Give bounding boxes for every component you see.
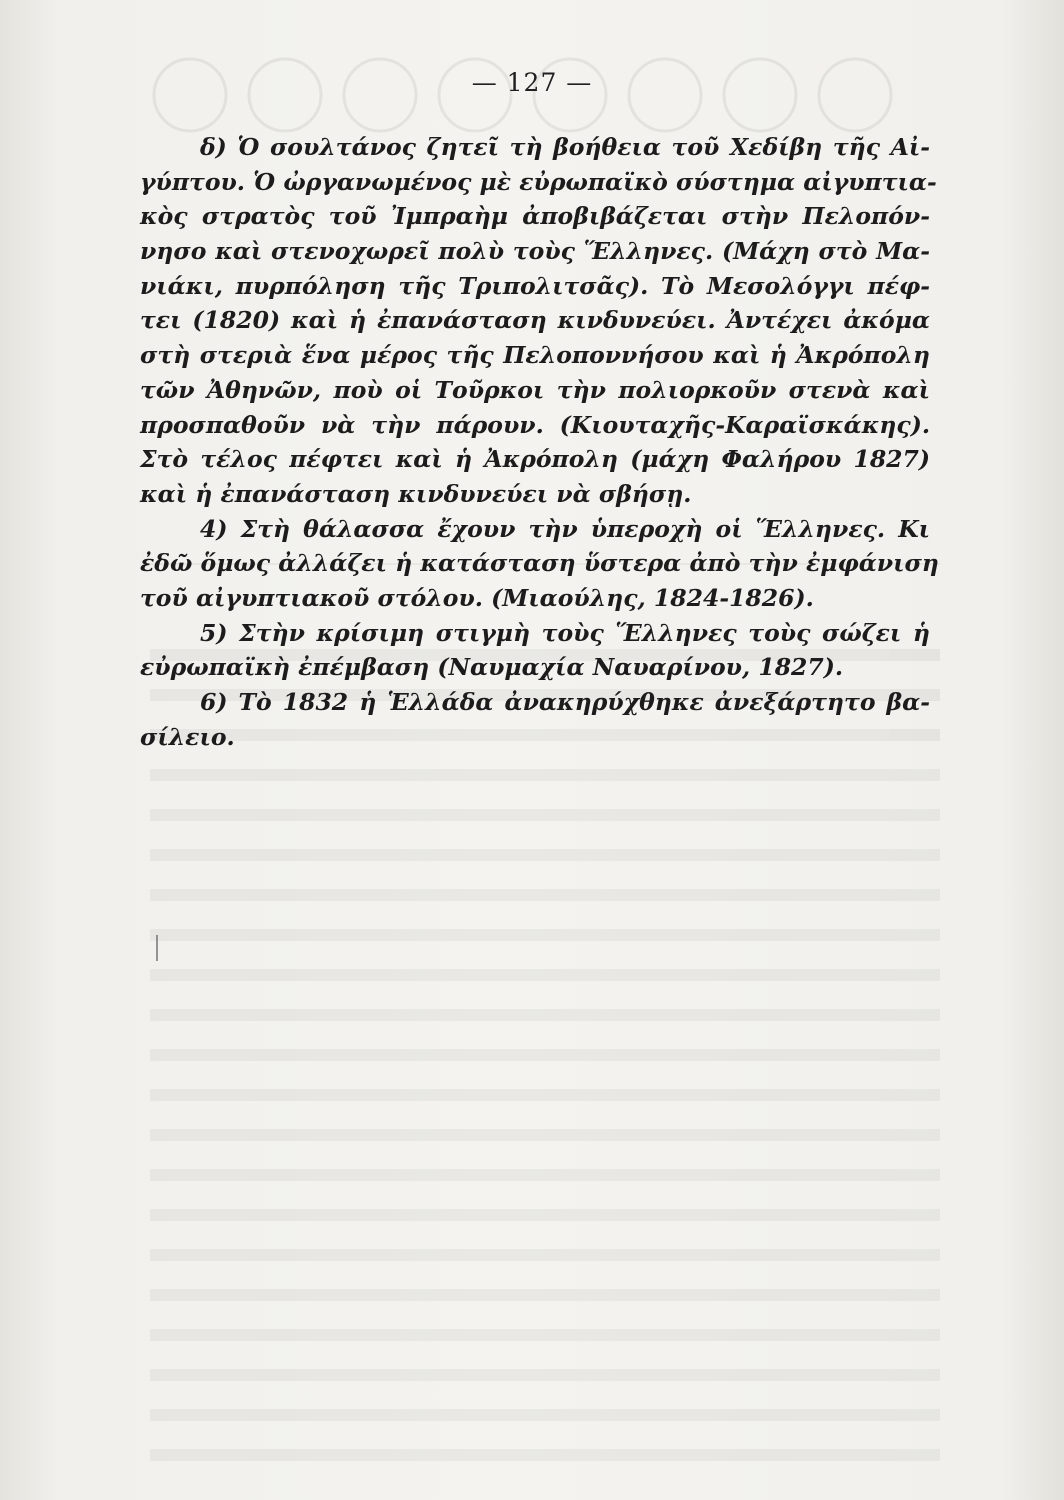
text-line: καὶ ἡ ἐπανάσταση κινδυνεύει νὰ σβήσῃ. xyxy=(140,479,692,508)
page-number: — 127 — xyxy=(471,68,593,97)
text-line: εὐρωπαϊκὴ ἐπέμβαση (Ναυμαχία Ναυαρίνου, 1827). xyxy=(140,653,844,682)
text-line: κὸς στρατὸς τοῦ Ἰμπραὴμ ἀποβιβάζεται στὴν Πελοπόν- xyxy=(140,202,930,231)
text-line: Στὸ τέλος πέφτει καὶ ἡ Ἀκρόπολη (μάχη Φαλήρου 1827) xyxy=(140,445,930,474)
text-line: νησο καὶ στενοχωρεῖ πολὺ τοὺς Ἕλληνες. (Μάχη στὸ Μα- xyxy=(140,237,930,266)
text-line: προσπαθοῦν νὰ τὴν πάρουν. (Κιουταχῆς-Καραϊσκάκης). xyxy=(140,410,930,439)
text-line: τῶν Ἀθηνῶν, ποὺ οἱ Τοῦρκοι τὴν πολιορκοῦν στενὰ καὶ xyxy=(140,375,930,404)
text-line: 6) Τὸ 1832 ἡ Ἑλλάδα ἀνακηρύχθηκε ἀνεξάρτητο βα- xyxy=(200,688,930,716)
text-line: τει (1820) καὶ ἡ ἐπανάσταση κινδυνεύει. Ἀντέχει ἀκόμα xyxy=(140,306,930,335)
text-line: ἐδῶ ὅμως ἀλλάζει ἡ κατάσταση ὕστερα ἀπὸ τὴν ἐμφάνιση xyxy=(140,549,939,578)
text-line: 5) Στὴν κρίσιμη στιγμὴ τοὺς Ἕλληνες τοὺς σώζει ἡ xyxy=(200,618,930,647)
text-line: τοῦ αἰγυπτιακοῦ στόλου. (Μιαούλης, 1824-1826). xyxy=(140,583,814,612)
text-line: στὴ στεριὰ ἕνα μέρος τῆς Πελοποννήσου καὶ ἡ Ἀκρόπολη xyxy=(140,341,930,370)
text-line: γύπτου. Ὁ ὠργανωμένος μὲ εὐρωπαϊκὸ σύστημα αἰγυπτια- xyxy=(140,167,937,196)
text-line: 4) Στὴ θάλασσα ἔχουν τὴν ὑπεροχὴ οἱ Ἕλληνες. Κι xyxy=(200,514,930,543)
body-text xyxy=(140,130,939,754)
margin-mark xyxy=(156,935,158,961)
text-line: δ) Ὁ σουλτάνος ζητεῖ τὴ βοήθεια τοῦ Χεδίβη τῆς Αἰ- xyxy=(200,133,930,161)
text-line: σίλειο. xyxy=(140,722,235,751)
text-line: νιάκι, πυρπόληση τῆς Τριπολιτσᾶς). Τὸ Μεσολόγγι πέφ- xyxy=(140,271,930,300)
